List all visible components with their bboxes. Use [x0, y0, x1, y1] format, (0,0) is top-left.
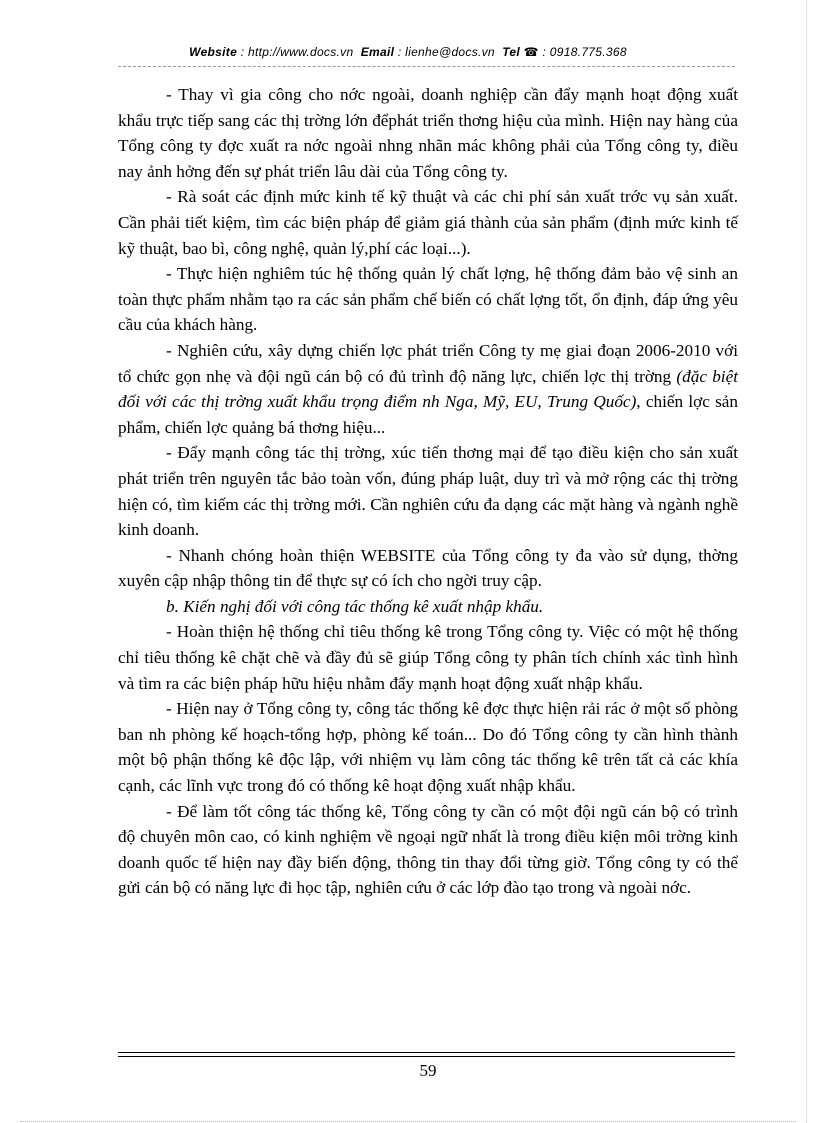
paragraph: - Đẩy mạnh công tác thị trờng, xúc tiến thơng mại để tạo điều kiện cho sản xuất phát triển trên nguyên tắc bảo toàn vốn, đúng pháp luật, duy trì và mở rộng các thị trờng hiện có, tìm kiếm các thị trờng mới. Cần nghiên cứu đa dạng các mặt hàng và ngành nghề kinh doanh.: [118, 443, 738, 540]
paragraph: - Hoàn thiện hệ thống chỉ tiêu thống kê trong Tổng công ty. Việc có một hệ thống chỉ tiêu thống kê chặt chẽ và đầy đủ sẽ giúp Tổng công ty phân tích chính xác tình hình và tìm ra các biện pháp hữu hiệu nhằm đẩy mạnh hoạt động xuất nhập khẩu.: [118, 622, 738, 693]
header-divider: [118, 66, 735, 67]
page-edge: [20, 1121, 796, 1122]
tel-label: Tel ☎: [502, 45, 539, 59]
website-value: : http://www.docs.vn: [240, 45, 354, 59]
footer-divider: [118, 1052, 735, 1053]
paragraph: - Thực hiện nghiêm túc hệ thống quản lý chất lợng, hệ thống đảm bảo vệ sinh an toàn thực phẩm nhằm tạo ra các sản phẩm chế biến có chất lợng tốt, ổn định, đáp ứng yêu cầu của khách hàng.: [118, 264, 738, 335]
paragraph: - Để làm tốt công tác thống kê, Tổng công ty cần có một đội ngũ cán bộ có trình độ chuyên môn cao, có kinh nghiệm về ngoại ngữ nhất là trong điều kiện môi trờng kinh doanh quốc tế hiện nay đầy biến động, thông tin thay đổi từng giờ. Tổng công ty có thể gửi cán bộ có năng lực đi học tập, nghiên cứu ở các lớp đào tạo trong và ngoài nớc.: [118, 801, 738, 898]
paragraph: - Nhanh chóng hoàn thiện WEBSITE của Tổng công ty đa vào sử dụng, thờng xuyên cập nhập thông tin để thực sự có ích cho ngời truy cập.: [118, 545, 738, 591]
paragraph-italic-text: (đặc biệt đối với các thị trờng xuất khẩu trọng điểm nh Nga, Mỹ, EU, Trung Quốc): [118, 366, 738, 412]
email-value: : lienhe@docs.vn: [397, 45, 495, 59]
document-body: [118, 82, 738, 901]
page-edge: [806, 0, 807, 1123]
section-subheading: b. Kiến nghị đối với công tác thống kê xuất nhập khẩu.: [166, 596, 544, 616]
tel-value: : 0918.775.368: [542, 45, 627, 59]
paragraph: - Rà soát các định mức kinh tế kỹ thuật và các chi phí sản xuất trớc vụ sản xuất. Cần phải tiết kiệm, tìm các biện pháp để giảm giá thành của sản phẩm (định mức kinh tế kỹ thuật, bao bì, công nghệ, quản lý,phí các loại...).: [118, 187, 738, 258]
page-header: [0, 45, 816, 59]
paragraph-text: , chiến lợc sản phẩm, chiến lợc quảng bá thơng hiệu...: [118, 392, 739, 437]
paragraph-text: - Nghiên cứu, xây dựng chiến lợc phát triển Công ty mẹ giai đoạn 2006-2010 với tổ chức gọn nhẹ và đội ngũ cán bộ có đủ trình độ năng lực, chiến lợc thị trờng: [118, 340, 738, 386]
paragraph: [118, 338, 738, 440]
website-label: Website: [189, 45, 238, 59]
paragraph: - Thay vì gia công cho nớc ngoài, doanh nghiệp cần đẩy mạnh hoạt động xuất khẩu trực tiếp sang các thị trờng lớn đểphát triển thơng hiệu của mình. Hiện nay hàng của Tổng công ty đợc xuất ra nớc ngoài nhng nhãn mác không phải của Tổng công ty, điều nay ảnh hởng đến sự phát triển lâu dài của Tổng công ty.: [118, 85, 738, 181]
footer-divider: [118, 1056, 735, 1057]
page-number: 59: [419, 1061, 437, 1080]
email-label: Email: [360, 45, 395, 59]
paragraph: - Hiện nay ở Tổng công ty, công tác thống kê đợc thực hiện rải rác ở một số phòng ban nh phòng kế hoạch-tổng hợp, phòng kế toán... Do đó Tổng công ty cần hình thành một bộ phận thống kê độc lập, với nhiệm vụ làm công tác thống kê trên tất cả các khía cạnh, các lĩnh vực trong đó có thống kê hoạt động xuất nhập khẩu.: [118, 699, 738, 796]
